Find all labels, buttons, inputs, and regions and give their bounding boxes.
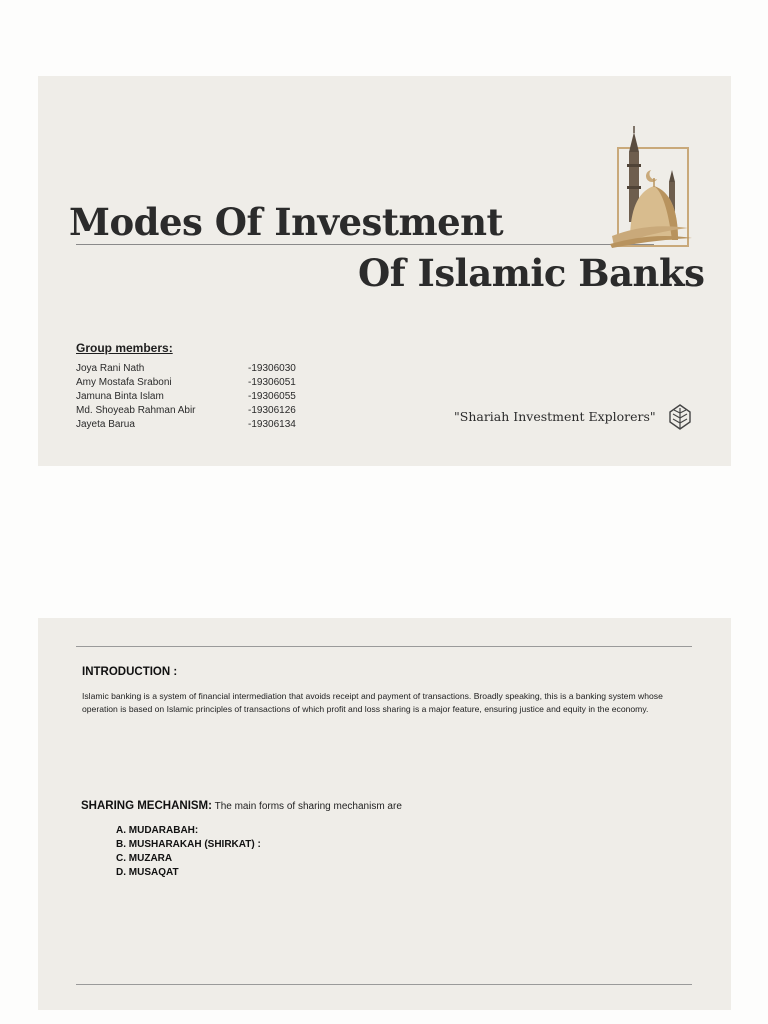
- mosque-logo: [608, 124, 694, 248]
- introduction-text: Islamic banking is a system of financial intermediation that avoids receipt and payment of transactions. Broadly speaking, this is a banking system whose operation is based on Islamic principles of transactions of which profit and loss sharing is a major feature, ensuring justice and equity in the economy.: [82, 691, 663, 714]
- list-item: D. MUSAQAT: [116, 867, 179, 878]
- member-id: -19306030: [248, 363, 296, 374]
- member-id: -19306055: [248, 391, 296, 402]
- list-item: C. MUZARA: [116, 853, 173, 864]
- member-row: [76, 418, 316, 432]
- member-id: -19306126: [248, 405, 296, 416]
- member-name: Jayeta Barua: [76, 419, 135, 430]
- member-row: [76, 376, 316, 390]
- member-row: [76, 404, 316, 418]
- top-divider: [76, 646, 692, 647]
- team-tagline: "Shariah Investment Explorers": [454, 409, 656, 424]
- introduction-heading: INTRODUCTION :: [82, 666, 178, 678]
- sharing-mechanism-line: [81, 800, 402, 812]
- member-name: Md. Shoyeab Rahman Abir: [76, 405, 196, 416]
- list-item: B. MUSHARAKAH (SHIRKAT) :: [116, 839, 261, 850]
- member-name: Amy Mostafa Sraboni: [76, 377, 172, 388]
- group-members-heading: Group members:: [76, 341, 173, 355]
- member-row: [76, 390, 316, 404]
- leaf-icon: [668, 404, 692, 430]
- member-name: Jamuna Binta Islam: [76, 391, 164, 402]
- bottom-divider: [76, 984, 692, 985]
- introduction-slide: [38, 618, 731, 1010]
- members-list: [76, 362, 316, 432]
- sharing-modes-list: [116, 824, 261, 880]
- title-line-1: Modes Of Investment: [69, 200, 504, 244]
- title-slide: [38, 76, 731, 466]
- sharing-mechanism-text: The main forms of sharing mechanism are: [211, 801, 402, 812]
- title-divider: [76, 244, 654, 245]
- member-id: -19306134: [248, 419, 296, 430]
- sharing-mechanism-label: SHARING MECHANISM:: [81, 800, 212, 812]
- list-item: A. MUDARABAH:: [116, 825, 199, 836]
- member-row: [76, 362, 316, 376]
- member-name: Joya Rani Nath: [76, 363, 145, 374]
- title-line-2: Of Islamic Banks: [358, 251, 705, 295]
- member-id: -19306051: [248, 377, 296, 388]
